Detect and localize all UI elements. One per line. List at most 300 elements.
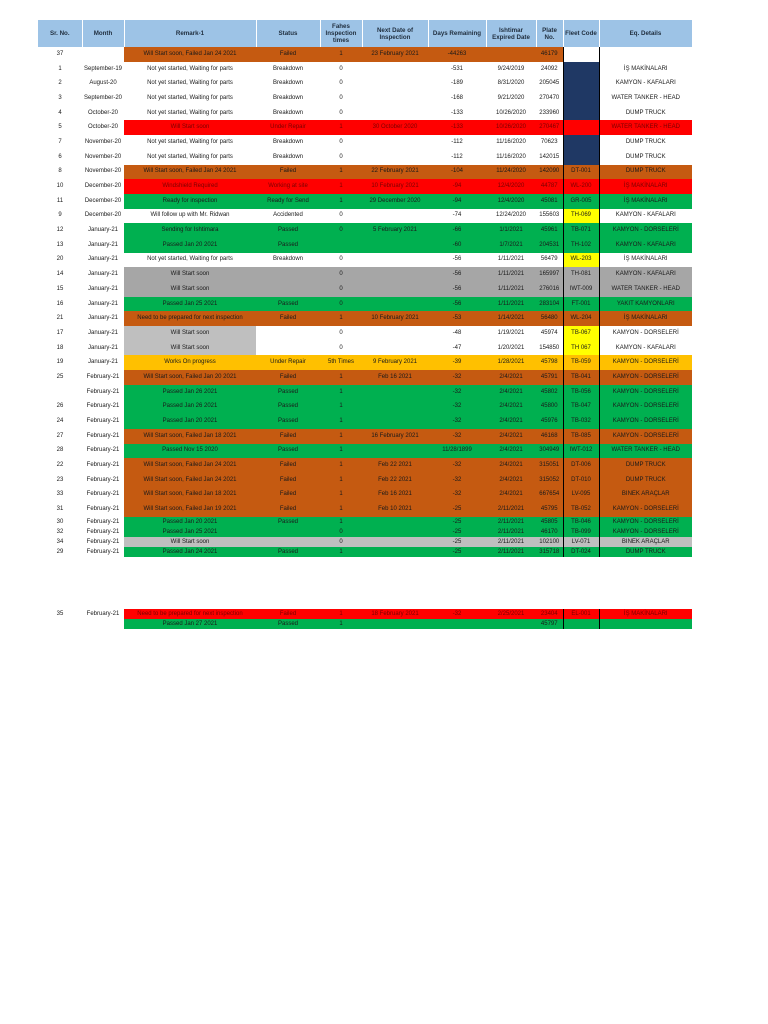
cell-sr-no[interactable]: 32 [56, 528, 64, 535]
cell-days-remaining[interactable]: -32 [428, 609, 486, 619]
cell-plate-no[interactable]: 165997 [536, 267, 563, 282]
cell-fleet-code[interactable]: DT-006 [563, 458, 599, 473]
cell-status[interactable]: Passed [256, 444, 320, 459]
cell-plate-no[interactable]: 45805 [536, 517, 563, 527]
cell-remark[interactable]: Passed Jan 24 2021 [124, 547, 256, 557]
cell-eq-details[interactable]: KAMYON - KAFALARI [599, 238, 692, 253]
cell-status[interactable]: Breakdown [272, 94, 304, 101]
cell-fleet-code[interactable]: LV-071 [563, 537, 599, 547]
cell-ishtimar-expired[interactable]: 2/4/2021 [486, 370, 536, 385]
cell-fahes-times[interactable]: 0 [320, 267, 362, 282]
cell-days-remaining[interactable]: -32 [428, 488, 486, 503]
cell-status[interactable]: Passed [256, 400, 320, 415]
cell-next-date[interactable] [362, 209, 428, 224]
cell-remark[interactable]: Will Start soon, Failed Jan 24 2021 [124, 473, 256, 488]
cell-remark[interactable]: Ready for inspection [124, 194, 256, 209]
cell-eq-details[interactable]: DUMP TRUCK [625, 109, 666, 116]
cell-eq-details[interactable]: İŞ MAKİNALARI [623, 65, 668, 72]
cell-next-date[interactable] [362, 326, 428, 341]
cell-fahes-times[interactable]: 0 [320, 341, 362, 356]
cell-eq-details[interactable]: KAMYON - DORSELERİ [599, 370, 692, 385]
cell-fleet-code[interactable] [563, 120, 599, 135]
cell-days-remaining[interactable]: -32 [428, 429, 486, 444]
cell-sr-no[interactable]: 7 [58, 138, 62, 145]
cell-next-date[interactable] [362, 385, 428, 400]
cell-sr-no[interactable]: 5 [58, 124, 62, 131]
cell-next-date[interactable]: 22 February 2021 [362, 165, 428, 180]
cell-status[interactable]: Passed [256, 547, 320, 557]
cell-remark[interactable]: Not yet started, Waiting for parts [147, 109, 233, 116]
cell-days-remaining[interactable]: -531 [450, 65, 463, 72]
cell-eq-details[interactable]: YAKIT KAMYONLARI [599, 297, 692, 312]
cell-month[interactable]: February-21 [86, 403, 120, 410]
cell-next-date[interactable] [362, 76, 428, 91]
cell-sr-no[interactable]: 14 [56, 271, 64, 278]
cell-sr-no[interactable]: 34 [56, 538, 64, 545]
cell-fahes-times[interactable]: 0 [320, 527, 362, 537]
cell-month[interactable]: August-20 [89, 80, 117, 87]
cell-sr-no[interactable]: 21 [56, 315, 64, 322]
cell-ishtimar-expired[interactable]: 1/19/2021 [486, 326, 536, 341]
cell-fahes-times[interactable]: 1 [320, 547, 362, 557]
cell-month[interactable]: January-21 [87, 256, 119, 263]
cell-next-date[interactable] [362, 297, 428, 312]
cell-status[interactable]: Failed [256, 370, 320, 385]
cell-fleet-code[interactable]: IWT-012 [563, 444, 599, 459]
cell-fahes-times[interactable]: 1 [320, 444, 362, 459]
cell-days-remaining[interactable]: -74 [452, 212, 462, 219]
cell-days-remaining[interactable]: -189 [450, 80, 463, 87]
cell-ishtimar-expired[interactable]: 2/4/2021 [486, 473, 536, 488]
cell-sr-no[interactable]: 15 [56, 285, 64, 292]
cell-next-date[interactable]: Feb 16 2021 [362, 370, 428, 385]
cell-sr-no[interactable]: 13 [56, 241, 64, 248]
cell-plate-no[interactable]: 315718 [536, 547, 563, 557]
cell-sr-no[interactable]: 11 [56, 197, 64, 204]
cell-days-remaining[interactable]: -104 [428, 165, 486, 180]
cell-plate-no[interactable]: 142090 [536, 165, 563, 180]
cell-status[interactable]: Failed [256, 458, 320, 473]
cell-days-remaining[interactable]: -94 [428, 179, 486, 194]
cell-plate-no[interactable]: 45802 [536, 385, 563, 400]
cell-eq-details[interactable]: KAMYON - DORSELERİ [599, 400, 692, 415]
cell-sr-no[interactable]: 3 [58, 94, 62, 101]
cell-fahes-times[interactable] [320, 238, 362, 253]
cell-ishtimar-expired[interactable] [486, 619, 536, 629]
cell-sr-no[interactable]: 37 [56, 50, 64, 57]
cell-fahes-times[interactable]: 0 [339, 65, 343, 72]
cell-sr-no[interactable]: 2 [58, 80, 62, 87]
cell-remark[interactable]: Will Start soon [124, 537, 256, 547]
cell-next-date[interactable] [362, 135, 428, 150]
cell-eq-details[interactable]: KAMYON - DORSELERİ [599, 355, 692, 370]
cell-plate-no[interactable]: 315052 [536, 473, 563, 488]
cell-ishtimar-expired[interactable]: 1/11/2021 [486, 297, 536, 312]
cell-next-date[interactable] [362, 238, 428, 253]
cell-status[interactable] [256, 282, 320, 297]
cell-status[interactable]: Passed [256, 223, 320, 238]
cell-month[interactable]: February-21 [86, 476, 120, 483]
cell-fleet-code[interactable]: LV-095 [563, 488, 599, 503]
cell-month[interactable]: November-20 [84, 153, 122, 160]
cell-days-remaining[interactable]: -66 [428, 223, 486, 238]
cell-fahes-times[interactable]: 1 [320, 385, 362, 400]
cell-status[interactable]: Passed [256, 414, 320, 429]
cell-fahes-times[interactable]: 1 [320, 429, 362, 444]
cell-fahes-times[interactable]: 1 [320, 47, 362, 62]
cell-remark[interactable]: Will Start soon [124, 326, 256, 341]
cell-next-date[interactable]: 9 February 2021 [362, 355, 428, 370]
cell-fahes-times[interactable]: 1 [320, 400, 362, 415]
cell-eq-details[interactable]: İŞ MAKİNALARI [599, 179, 692, 194]
cell-sr-no[interactable]: 23 [56, 476, 64, 483]
cell-remark[interactable]: Will Start soon, Failed Jan 20 2021 [124, 370, 256, 385]
cell-eq-details[interactable]: WATER TANKER - HEAD [599, 444, 692, 459]
cell-ishtimar-expired[interactable]: 10/26/2020 [486, 120, 536, 135]
cell-eq-details[interactable]: WATER TANKER - HEAD [611, 94, 680, 101]
cell-plate-no[interactable]: 667654 [536, 488, 563, 503]
cell-days-remaining[interactable]: -112 [451, 138, 463, 145]
cell-sr-no[interactable]: 20 [56, 256, 64, 263]
cell-eq-details[interactable] [599, 619, 692, 629]
cell-month[interactable]: January-21 [87, 300, 119, 307]
cell-days-remaining[interactable]: -25 [428, 547, 486, 557]
cell-fahes-times[interactable]: 0 [339, 138, 343, 145]
cell-eq-details[interactable]: İŞ MAKİNALARI [599, 609, 692, 619]
cell-days-remaining[interactable]: -32 [428, 473, 486, 488]
cell-status[interactable]: Passed [256, 385, 320, 400]
cell-days-remaining[interactable]: -112 [451, 153, 463, 160]
cell-sr-no[interactable] [38, 385, 82, 400]
cell-eq-details[interactable]: DUMP TRUCK [625, 138, 666, 145]
cell-next-date[interactable]: Feb 10 2021 [362, 502, 428, 517]
cell-plate-no[interactable]: 205045 [539, 80, 560, 87]
cell-remark[interactable]: Passed Jan 26 2021 [124, 400, 256, 415]
cell-fleet-code[interactable] [563, 47, 599, 62]
cell-fleet-code[interactable]: TB-056 [563, 385, 599, 400]
cell-next-date[interactable] [362, 400, 428, 415]
cell-eq-details[interactable]: BINEK ARAÇLAR [599, 537, 692, 547]
cell-fahes-times[interactable]: 1 [320, 488, 362, 503]
cell-days-remaining[interactable]: -56 [452, 256, 462, 263]
cell-remark[interactable]: Will Start soon [124, 282, 256, 297]
cell-next-date[interactable]: Feb 16 2021 [362, 488, 428, 503]
cell-ishtimar-expired[interactable]: 12/4/2020 [486, 194, 536, 209]
cell-status[interactable] [256, 527, 320, 537]
cell-next-date[interactable] [362, 267, 428, 282]
cell-fleet-code[interactable]: IWT-009 [563, 282, 599, 297]
cell-month[interactable]: January-21 [87, 285, 119, 292]
cell-days-remaining[interactable]: -25 [428, 527, 486, 537]
cell-ishtimar-expired[interactable]: 12/4/2020 [486, 179, 536, 194]
cell-plate-no[interactable]: 45795 [536, 502, 563, 517]
cell-fleet-code[interactable]: DT-001 [563, 165, 599, 180]
cell-remark[interactable]: Not yet started, Waiting for parts [147, 65, 233, 72]
cell-eq-details[interactable]: KAMYON - DORSELERİ [612, 329, 679, 336]
cell-ishtimar-expired[interactable]: 12/24/2020 [495, 212, 527, 219]
cell-sr-no[interactable]: 25 [56, 373, 64, 380]
cell-remark[interactable]: Passed Jan 20 2021 [124, 238, 256, 253]
cell-sr-no[interactable]: 29 [56, 548, 64, 555]
cell-month[interactable]: September-20 [83, 94, 123, 101]
cell-plate-no[interactable]: 46168 [536, 429, 563, 444]
cell-eq-details[interactable]: İŞ MAKİNALARI [599, 311, 692, 326]
cell-next-date[interactable] [362, 150, 428, 165]
cell-month[interactable]: January-21 [87, 241, 119, 248]
cell-days-remaining[interactable]: -39 [428, 355, 486, 370]
cell-plate-no[interactable]: 45976 [536, 414, 563, 429]
cell-status[interactable] [256, 341, 320, 356]
cell-ishtimar-expired[interactable]: 1/7/2021 [486, 238, 536, 253]
cell-eq-details[interactable]: DUMP TRUCK [599, 165, 692, 180]
cell-next-date[interactable] [362, 527, 428, 537]
cell-remark[interactable]: Not yet started, Waiting for parts [147, 256, 233, 263]
cell-sr-no[interactable]: 27 [56, 432, 64, 439]
cell-month[interactable]: October-20 [87, 109, 118, 116]
cell-plate-no[interactable]: 283104 [536, 297, 563, 312]
cell-ishtimar-expired[interactable]: 1/1/2021 [486, 223, 536, 238]
cell-fleet-code[interactable] [563, 62, 599, 77]
cell-next-date[interactable] [362, 547, 428, 557]
cell-sr-no[interactable]: 18 [56, 344, 64, 351]
cell-next-date[interactable]: 29 December 2020 [362, 194, 428, 209]
cell-status[interactable]: Failed [256, 429, 320, 444]
cell-eq-details[interactable]: KAMYON - KAFALARI [599, 267, 692, 282]
cell-days-remaining[interactable]: -32 [428, 414, 486, 429]
cell-ishtimar-expired[interactable]: 2/4/2021 [486, 414, 536, 429]
cell-month[interactable]: September-19 [83, 65, 123, 72]
cell-status[interactable]: Failed [256, 47, 320, 62]
cell-ishtimar-expired[interactable]: 9/24/2019 [497, 65, 525, 72]
cell-plate-no[interactable]: 204531 [536, 238, 563, 253]
cell-month[interactable]: January-21 [87, 271, 119, 278]
cell-eq-details[interactable]: WATER TANKER - HEAD [599, 282, 692, 297]
cell-remark[interactable]: Will Start soon, Failed Jan 19 2021 [124, 502, 256, 517]
cell-plate-no[interactable]: 45961 [536, 223, 563, 238]
cell-days-remaining[interactable]: -47 [428, 341, 486, 356]
cell-fleet-code[interactable]: DT-024 [563, 547, 599, 557]
cell-fleet-code[interactable]: TB-067 [563, 326, 599, 341]
cell-fleet-code[interactable] [563, 91, 599, 106]
cell-status[interactable]: Accidented [273, 212, 303, 219]
cell-next-date[interactable] [362, 91, 428, 106]
cell-fahes-times[interactable]: 1 [320, 619, 362, 629]
cell-fahes-times[interactable]: 1 [320, 517, 362, 527]
cell-ishtimar-expired[interactable]: 2/4/2021 [486, 444, 536, 459]
cell-fahes-times[interactable]: 1 [320, 194, 362, 209]
cell-status[interactable]: Passed [256, 238, 320, 253]
cell-month[interactable]: February-21 [86, 548, 120, 555]
cell-sr-no[interactable]: 30 [56, 518, 64, 525]
cell-status[interactable]: Breakdown [272, 256, 304, 263]
cell-ishtimar-expired[interactable]: 11/16/2020 [496, 138, 526, 145]
cell-fleet-code[interactable] [563, 150, 599, 165]
cell-month[interactable]: January-21 [87, 359, 119, 366]
cell-status[interactable]: Failed [256, 488, 320, 503]
cell-sr-no[interactable]: 22 [56, 462, 64, 469]
cell-next-date[interactable] [362, 106, 428, 121]
cell-sr-no[interactable]: 8 [58, 168, 62, 175]
cell-eq-details[interactable]: KAMYON - KAFALARI [615, 80, 676, 87]
cell-fleet-code[interactable] [563, 106, 599, 121]
cell-plate-no[interactable]: 233960 [539, 109, 560, 116]
cell-status[interactable]: Passed [256, 619, 320, 629]
cell-status[interactable] [256, 537, 320, 547]
cell-eq-details[interactable]: DUMP TRUCK [599, 547, 692, 557]
cell-month[interactable]: December-20 [84, 212, 122, 219]
cell-next-date[interactable]: 10 February 2021 [362, 311, 428, 326]
cell-fleet-code[interactable]: TB-052 [563, 502, 599, 517]
cell-month[interactable]: February-21 [86, 432, 120, 439]
cell-days-remaining[interactable]: -60 [428, 238, 486, 253]
cell-status[interactable]: Breakdown [272, 80, 304, 87]
cell-fahes-times[interactable]: 0 [339, 256, 343, 263]
cell-status[interactable]: Working at site [256, 179, 320, 194]
cell-fleet-code[interactable]: FT-001 [563, 297, 599, 312]
cell-plate-no[interactable]: 24092 [540, 65, 558, 72]
cell-ishtimar-expired[interactable] [486, 47, 536, 62]
cell-remark[interactable]: Will Start soon, Failed Jan 24 2021 [124, 458, 256, 473]
cell-plate-no[interactable]: 46179 [536, 47, 563, 62]
cell-ishtimar-expired[interactable]: 1/14/2021 [486, 311, 536, 326]
cell-eq-details[interactable]: İŞ MAKİNALARI [599, 194, 692, 209]
cell-ishtimar-expired[interactable]: 2/11/2021 [486, 547, 536, 557]
cell-plate-no[interactable]: 270470 [539, 94, 560, 101]
cell-month[interactable]: November-20 [84, 168, 122, 175]
cell-remark[interactable]: Will follow up with Mr. Ridwan [150, 212, 230, 219]
cell-fleet-code[interactable]: TH-081 [563, 267, 599, 282]
cell-days-remaining[interactable]: -44263 [428, 47, 486, 62]
cell-remark[interactable]: Passed Jan 20 2021 [124, 517, 256, 527]
cell-days-remaining[interactable]: -168 [450, 94, 463, 101]
cell-month[interactable]: February-21 [86, 506, 120, 513]
cell-plate-no[interactable]: 23404 [536, 609, 563, 619]
cell-ishtimar-expired[interactable]: 1/20/2021 [486, 341, 536, 356]
cell-eq-details[interactable]: İŞ MAKİNALARI [623, 256, 668, 263]
cell-fahes-times[interactable]: 0 [339, 153, 343, 160]
cell-fahes-times[interactable]: 0 [339, 80, 343, 87]
cell-status[interactable]: Breakdown [272, 138, 304, 145]
cell-fahes-times[interactable]: 0 [320, 282, 362, 297]
cell-sr-no[interactable]: 19 [56, 359, 64, 366]
cell-sr-no[interactable]: 12 [56, 227, 64, 234]
cell-eq-details[interactable]: KAMYON - DORSELERİ [599, 414, 692, 429]
cell-fahes-times[interactable]: 1 [320, 414, 362, 429]
cell-fleet-code[interactable]: TB-046 [563, 517, 599, 527]
cell-next-date[interactable] [362, 282, 428, 297]
cell-remark[interactable]: Need to be prepared for next inspection [124, 311, 256, 326]
cell-plate-no[interactable]: 276016 [536, 282, 563, 297]
cell-remark[interactable]: Not yet started, Waiting for parts [147, 153, 233, 160]
cell-fleet-code[interactable] [563, 76, 599, 91]
cell-fahes-times[interactable]: 1 [320, 473, 362, 488]
cell-fleet-code[interactable]: TH 067 [563, 341, 599, 356]
cell-month[interactable]: February-21 [86, 491, 120, 498]
cell-next-date[interactable] [362, 341, 428, 356]
cell-remark[interactable]: Not yet started, Waiting for parts [147, 80, 233, 87]
cell-month[interactable]: February-21 [86, 528, 120, 535]
cell-month[interactable]: December-20 [84, 197, 122, 204]
cell-eq-details[interactable]: KAMYON - KAFALARI [615, 212, 676, 219]
cell-ishtimar-expired[interactable]: 9/21/2020 [497, 94, 525, 101]
cell-plate-no[interactable]: 45081 [536, 194, 563, 209]
cell-eq-details[interactable]: KAMYON - DORSELERİ [599, 527, 692, 537]
cell-remark[interactable]: Will Start soon [124, 120, 256, 135]
cell-sr-no[interactable]: 10 [56, 183, 64, 190]
cell-fahes-times[interactable]: 0 [339, 212, 343, 219]
cell-sr-no[interactable]: 16 [56, 300, 64, 307]
cell-fahes-times[interactable]: 0 [339, 94, 343, 101]
cell-month[interactable] [82, 619, 124, 629]
cell-status[interactable] [256, 326, 320, 341]
cell-sr-no[interactable]: 9 [58, 212, 62, 219]
cell-plate-no[interactable]: 45791 [536, 370, 563, 385]
cell-sr-no[interactable]: 35 [56, 610, 64, 617]
cell-month[interactable]: January-21 [87, 227, 119, 234]
cell-month[interactable]: February-21 [86, 610, 120, 617]
cell-fleet-code[interactable]: TB-099 [563, 527, 599, 537]
cell-remark[interactable]: Need to be prepared for next inspection [124, 609, 256, 619]
cell-fleet-code[interactable]: EL-001 [563, 609, 599, 619]
cell-plate-no[interactable]: 56480 [536, 311, 563, 326]
cell-month[interactable]: November-20 [84, 138, 122, 145]
cell-status[interactable]: Under Repair [256, 120, 320, 135]
cell-days-remaining[interactable]: -133 [428, 120, 486, 135]
cell-sr-no[interactable]: 6 [58, 153, 62, 160]
cell-days-remaining[interactable]: -53 [428, 311, 486, 326]
cell-status[interactable]: Failed [256, 502, 320, 517]
cell-month[interactable]: January-21 [87, 344, 119, 351]
cell-month[interactable]: February-21 [86, 418, 120, 425]
cell-eq-details[interactable]: KAMYON - DORSELERİ [599, 429, 692, 444]
cell-status[interactable] [256, 267, 320, 282]
cell-status[interactable]: Passed [256, 297, 320, 312]
cell-plate-no[interactable]: 155603 [539, 212, 560, 219]
cell-plate-no[interactable]: 304949 [536, 444, 563, 459]
cell-status[interactable]: Breakdown [272, 153, 304, 160]
cell-status[interactable]: Failed [256, 311, 320, 326]
cell-next-date[interactable]: 30 October 2020 [362, 120, 428, 135]
cell-fleet-code[interactable]: TB-047 [563, 400, 599, 415]
cell-remark[interactable]: Not yet started, Waiting for parts [147, 94, 233, 101]
cell-sr-no[interactable]: 1 [58, 65, 62, 72]
cell-remark[interactable]: Will Start soon, Failed Jan 24 2021 [124, 47, 256, 62]
cell-month[interactable]: February-21 [86, 462, 120, 469]
cell-status[interactable]: Breakdown [272, 109, 304, 116]
cell-plate-no[interactable]: 56479 [540, 256, 558, 263]
cell-remark[interactable]: Windshield Required [124, 179, 256, 194]
cell-next-date[interactable]: 10 February 2021 [362, 179, 428, 194]
cell-next-date[interactable]: 5 February 2021 [362, 223, 428, 238]
cell-sr-no[interactable]: 4 [58, 109, 62, 116]
cell-month[interactable]: February-21 [86, 538, 120, 545]
cell-fleet-code[interactable] [563, 135, 599, 150]
cell-fleet-code[interactable]: TB-071 [563, 223, 599, 238]
cell-status[interactable]: Failed [256, 165, 320, 180]
cell-month[interactable]: February-21 [86, 373, 120, 380]
cell-days-remaining[interactable]: -48 [428, 326, 486, 341]
cell-remark[interactable]: Passed Jan 20 2021 [124, 414, 256, 429]
cell-next-date[interactable]: Feb 22 2021 [362, 458, 428, 473]
cell-fleet-code[interactable] [563, 619, 599, 629]
cell-plate-no[interactable]: 142015 [539, 153, 560, 160]
cell-days-remaining[interactable]: -56 [428, 282, 486, 297]
cell-ishtimar-expired[interactable]: 2/11/2021 [486, 502, 536, 517]
cell-remark[interactable]: Passed Jan 25 2021 [124, 527, 256, 537]
cell-plate-no[interactable]: 45800 [536, 400, 563, 415]
cell-fahes-times[interactable]: 0 [320, 297, 362, 312]
cell-month[interactable]: December-20 [84, 183, 122, 190]
